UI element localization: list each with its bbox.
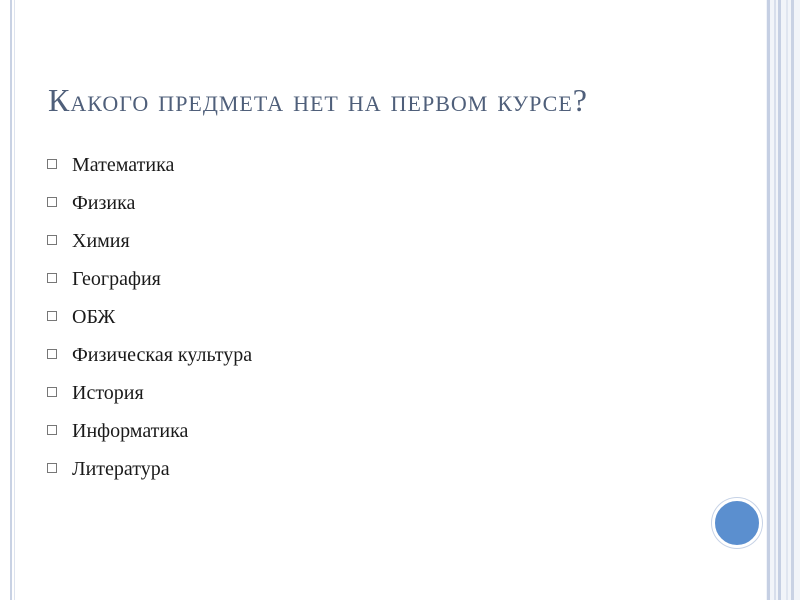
left-border-line-inner <box>14 0 15 600</box>
list-item <box>46 298 252 336</box>
outline-square-bullet-icon <box>46 196 58 208</box>
list-item <box>46 374 252 412</box>
bullet-list <box>46 146 252 488</box>
list-item <box>46 412 252 450</box>
outline-square-bullet-icon <box>46 386 58 398</box>
list-item-label: Физика <box>72 191 136 214</box>
right-decorative-stripe <box>791 0 794 600</box>
outline-square-bullet-icon <box>46 234 58 246</box>
right-decorative-stripe <box>774 0 776 600</box>
list-item-label: ОБЖ <box>72 305 116 328</box>
list-item <box>46 336 252 374</box>
outline-square-bullet-icon <box>46 310 58 322</box>
list-item-label: Химия <box>72 229 130 252</box>
list-item-label: Литература <box>72 457 170 480</box>
list-item-label: История <box>72 381 144 404</box>
slide-title: Какого предмета нет на первом курсе? <box>48 82 588 118</box>
outline-square-bullet-icon <box>46 462 58 474</box>
list-item <box>46 146 252 184</box>
outline-square-bullet-icon <box>46 424 58 436</box>
list-item <box>46 450 252 488</box>
outline-square-bullet-icon <box>46 272 58 284</box>
list-item-label: Информатика <box>72 419 189 442</box>
left-border-line <box>10 0 12 600</box>
list-item-label: География <box>72 267 161 290</box>
list-item <box>46 260 252 298</box>
right-decorative-band <box>766 0 800 600</box>
right-decorative-stripe <box>786 0 788 600</box>
outline-square-bullet-icon <box>46 158 58 170</box>
right-decorative-stripe <box>767 0 770 600</box>
right-decorative-stripe <box>778 0 781 600</box>
list-item-label: Математика <box>72 153 175 176</box>
list-item <box>46 184 252 222</box>
list-item-label: Физическая культура <box>72 343 253 366</box>
list-item <box>46 222 252 260</box>
outline-square-bullet-icon <box>46 348 58 360</box>
decorative-circle-icon <box>712 498 762 548</box>
